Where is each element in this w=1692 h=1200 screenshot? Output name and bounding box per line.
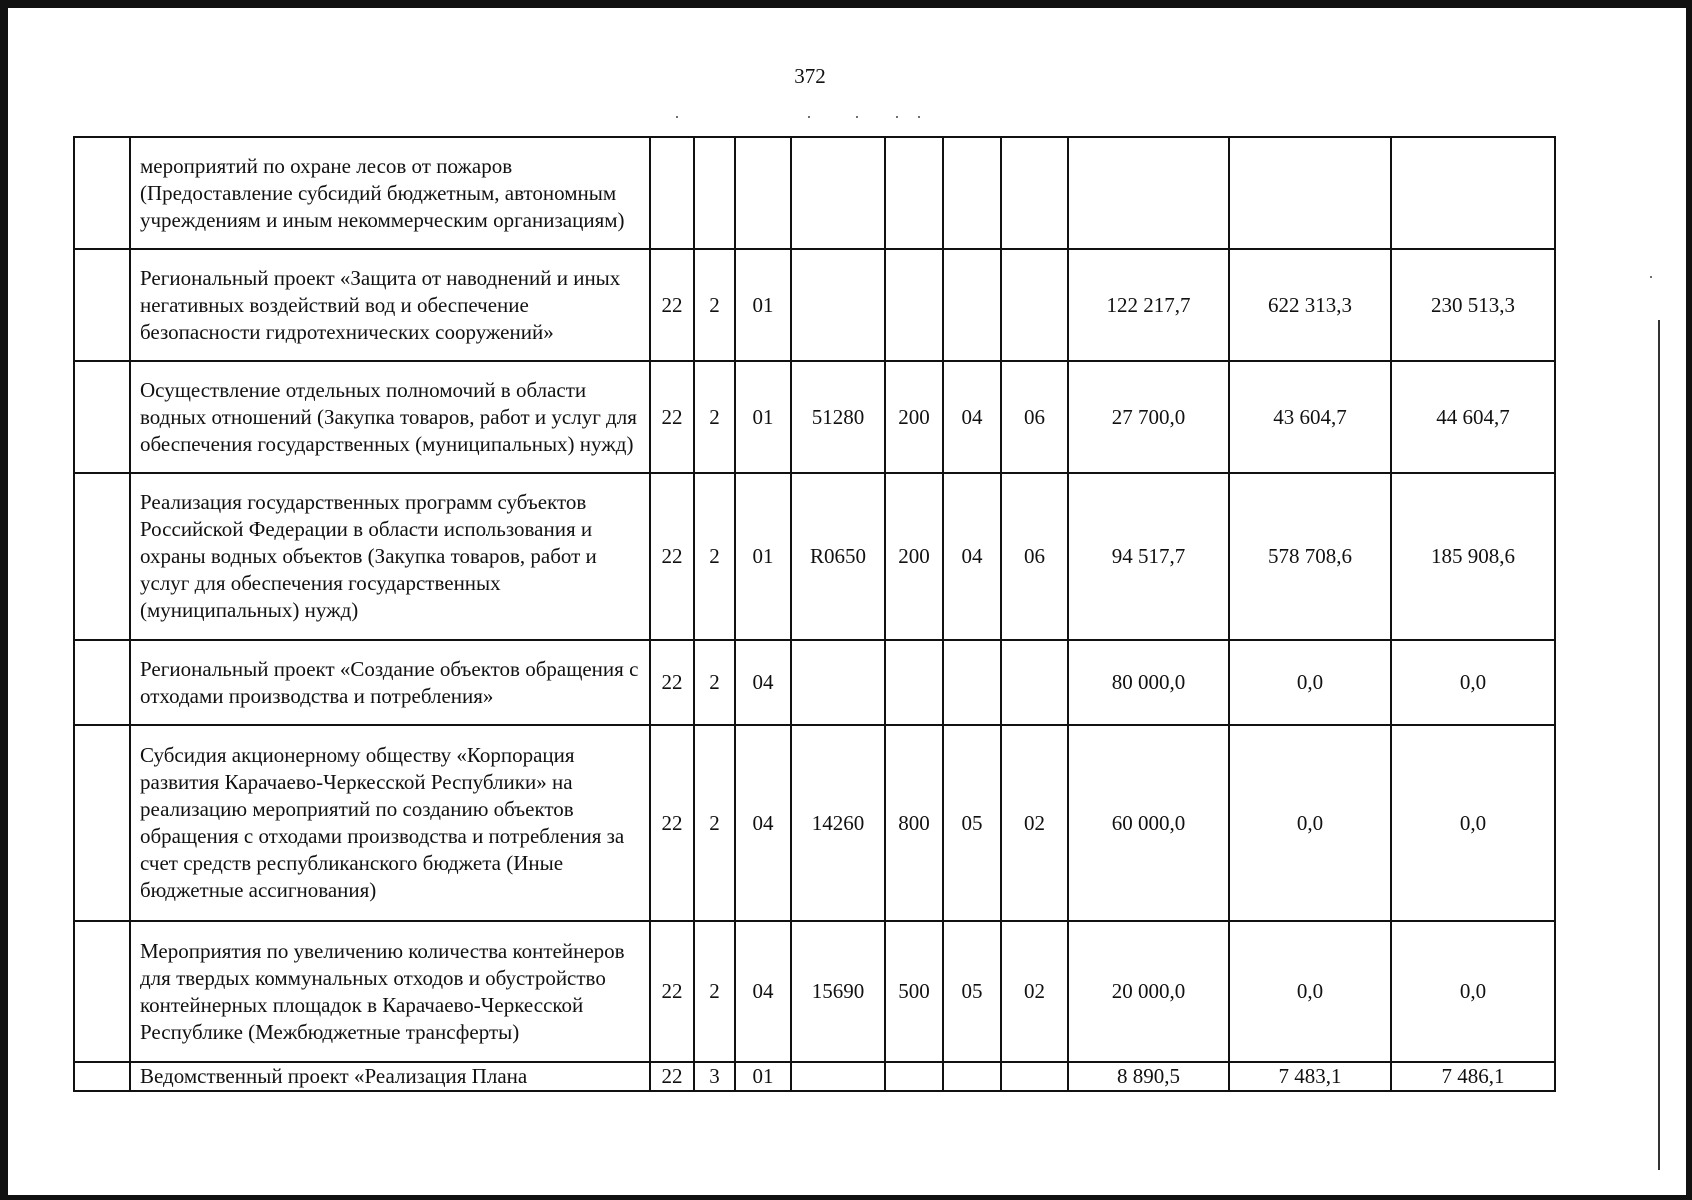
code-cell: [885, 137, 943, 249]
page-border-bottom: [0, 1195, 1692, 1200]
amount-cell: 8 890,5: [1068, 1062, 1229, 1091]
scan-dot: [676, 116, 678, 118]
code-cell: 800: [885, 725, 943, 921]
row-description: Субсидия акционерному обществу «Корпорация развития Карачаево-Черкесской Республики» на реализацию мероприятий по созданию объектов обращения с отходами производства и потребления за счет средств республиканского бюджета (Иные бюджетные ассигнования): [130, 725, 650, 921]
page-number: 372: [794, 64, 826, 88]
code-cell: 2: [694, 640, 735, 725]
code-cell: 02: [1001, 921, 1068, 1062]
row-description: Региональный проект «Создание объектов обращения с отходами производства и потребления»: [130, 640, 650, 725]
row-description: Региональный проект «Защита от наводнений и иных негативных воздействий вод и обеспечение безопасности гидротехнических сооружений»: [130, 249, 650, 361]
amount-cell: 60 000,0: [1068, 725, 1229, 921]
code-cell: R0650: [791, 473, 885, 640]
code-cell: 15690: [791, 921, 885, 1062]
code-cell: 3: [694, 1062, 735, 1091]
code-cell: [1001, 640, 1068, 725]
row-description: Осуществление отдельных полномочий в области водных отношений (Закупка товаров, работ и услуг для обеспечения государственных (муниципальных) нужд): [130, 361, 650, 473]
row-number-cell: [74, 640, 130, 725]
code-cell: [791, 640, 885, 725]
page-border-right: [1686, 0, 1692, 1200]
code-cell: [1001, 137, 1068, 249]
scan-dot: [808, 116, 810, 118]
page-border-top: [0, 0, 1692, 8]
code-cell: 200: [885, 473, 943, 640]
table-row: [74, 137, 1555, 249]
code-cell: 05: [943, 921, 1001, 1062]
amount-cell: 578 708,6: [1229, 473, 1391, 640]
code-cell: 22: [650, 249, 694, 361]
code-cell: 22: [650, 921, 694, 1062]
amount-cell: 0,0: [1229, 640, 1391, 725]
row-number-cell: [74, 473, 130, 640]
amount-cell: [1229, 137, 1391, 249]
amount-cell: 230 513,3: [1391, 249, 1555, 361]
code-cell: 04: [735, 921, 791, 1062]
page-border-left: [0, 0, 8, 1200]
row-number-cell: [74, 1062, 130, 1091]
code-cell: 2: [694, 361, 735, 473]
amount-cell: [1391, 137, 1555, 249]
code-cell: [791, 1062, 885, 1091]
amount-cell: 43 604,7: [1229, 361, 1391, 473]
code-cell: 2: [694, 725, 735, 921]
code-cell: 2: [694, 473, 735, 640]
amount-cell: 185 908,6: [1391, 473, 1555, 640]
code-cell: [885, 249, 943, 361]
code-cell: [791, 137, 885, 249]
code-cell: 22: [650, 725, 694, 921]
code-cell: 51280: [791, 361, 885, 473]
code-cell: [943, 1062, 1001, 1091]
amount-cell: 0,0: [1391, 921, 1555, 1062]
scan-dot: [856, 116, 858, 118]
table-row: [74, 1062, 1555, 1091]
code-cell: 04: [735, 725, 791, 921]
table-row: [74, 249, 1555, 361]
amount-cell: 80 000,0: [1068, 640, 1229, 725]
code-cell: 01: [735, 473, 791, 640]
code-cell: 05: [943, 725, 1001, 921]
code-cell: 04: [735, 640, 791, 725]
row-description: Ведомственный проект «Реализация Плана: [130, 1062, 650, 1091]
code-cell: [650, 137, 694, 249]
table-row: [74, 725, 1555, 921]
row-description: Мероприятия по увеличению количества контейнеров для твердых коммунальных отходов и обустройство контейнерных площадок в Карачаево-Черкесской Республике (Межбюджетные трансферты): [130, 921, 650, 1062]
code-cell: 01: [735, 1062, 791, 1091]
code-cell: [1001, 249, 1068, 361]
code-cell: 22: [650, 361, 694, 473]
scan-artifact-line: [1658, 320, 1660, 1170]
amount-cell: 27 700,0: [1068, 361, 1229, 473]
code-cell: [735, 137, 791, 249]
code-cell: 01: [735, 249, 791, 361]
code-cell: 02: [1001, 725, 1068, 921]
code-cell: [885, 640, 943, 725]
row-description: Реализация государственных программ субъектов Российской Федерации в области использования и охраны водных объектов (Закупка товаров, работ и услуг для обеспечения государственных (муниципальных) нужд): [130, 473, 650, 640]
amount-cell: 20 000,0: [1068, 921, 1229, 1062]
code-cell: [943, 640, 1001, 725]
code-cell: 2: [694, 921, 735, 1062]
scan-dot: [918, 116, 920, 118]
amount-cell: 7 483,1: [1229, 1062, 1391, 1091]
code-cell: [1001, 1062, 1068, 1091]
code-cell: 06: [1001, 473, 1068, 640]
row-number-cell: [74, 137, 130, 249]
code-cell: 06: [1001, 361, 1068, 473]
amount-cell: 44 604,7: [1391, 361, 1555, 473]
code-cell: [694, 137, 735, 249]
code-cell: [943, 249, 1001, 361]
code-cell: [791, 249, 885, 361]
code-cell: [943, 137, 1001, 249]
code-cell: 22: [650, 1062, 694, 1091]
code-cell: 200: [885, 361, 943, 473]
row-number-cell: [74, 921, 130, 1062]
scan-dot: [896, 116, 898, 118]
code-cell: 04: [943, 361, 1001, 473]
code-cell: 22: [650, 473, 694, 640]
row-number-cell: [74, 725, 130, 921]
table-row: [74, 640, 1555, 725]
amount-cell: 94 517,7: [1068, 473, 1229, 640]
amount-cell: 0,0: [1391, 725, 1555, 921]
row-number-cell: [74, 249, 130, 361]
amount-cell: 122 217,7: [1068, 249, 1229, 361]
code-cell: 500: [885, 921, 943, 1062]
code-cell: 2: [694, 249, 735, 361]
amount-cell: [1068, 137, 1229, 249]
table-row: [74, 473, 1555, 640]
code-cell: [885, 1062, 943, 1091]
budget-table: [73, 136, 1556, 1092]
table-row: [74, 921, 1555, 1062]
table-row: [74, 361, 1555, 473]
amount-cell: 622 313,3: [1229, 249, 1391, 361]
amount-cell: 7 486,1: [1391, 1062, 1555, 1091]
row-description: мероприятий по охране лесов от пожаров (Предоставление субсидий бюджетным, автономным учреждениям и иным некоммерческим организациям): [130, 137, 650, 249]
code-cell: 04: [943, 473, 1001, 640]
code-cell: 01: [735, 361, 791, 473]
scan-dot: [1650, 276, 1652, 278]
code-cell: 22: [650, 640, 694, 725]
code-cell: 14260: [791, 725, 885, 921]
amount-cell: 0,0: [1229, 725, 1391, 921]
amount-cell: 0,0: [1391, 640, 1555, 725]
amount-cell: 0,0: [1229, 921, 1391, 1062]
row-number-cell: [74, 361, 130, 473]
